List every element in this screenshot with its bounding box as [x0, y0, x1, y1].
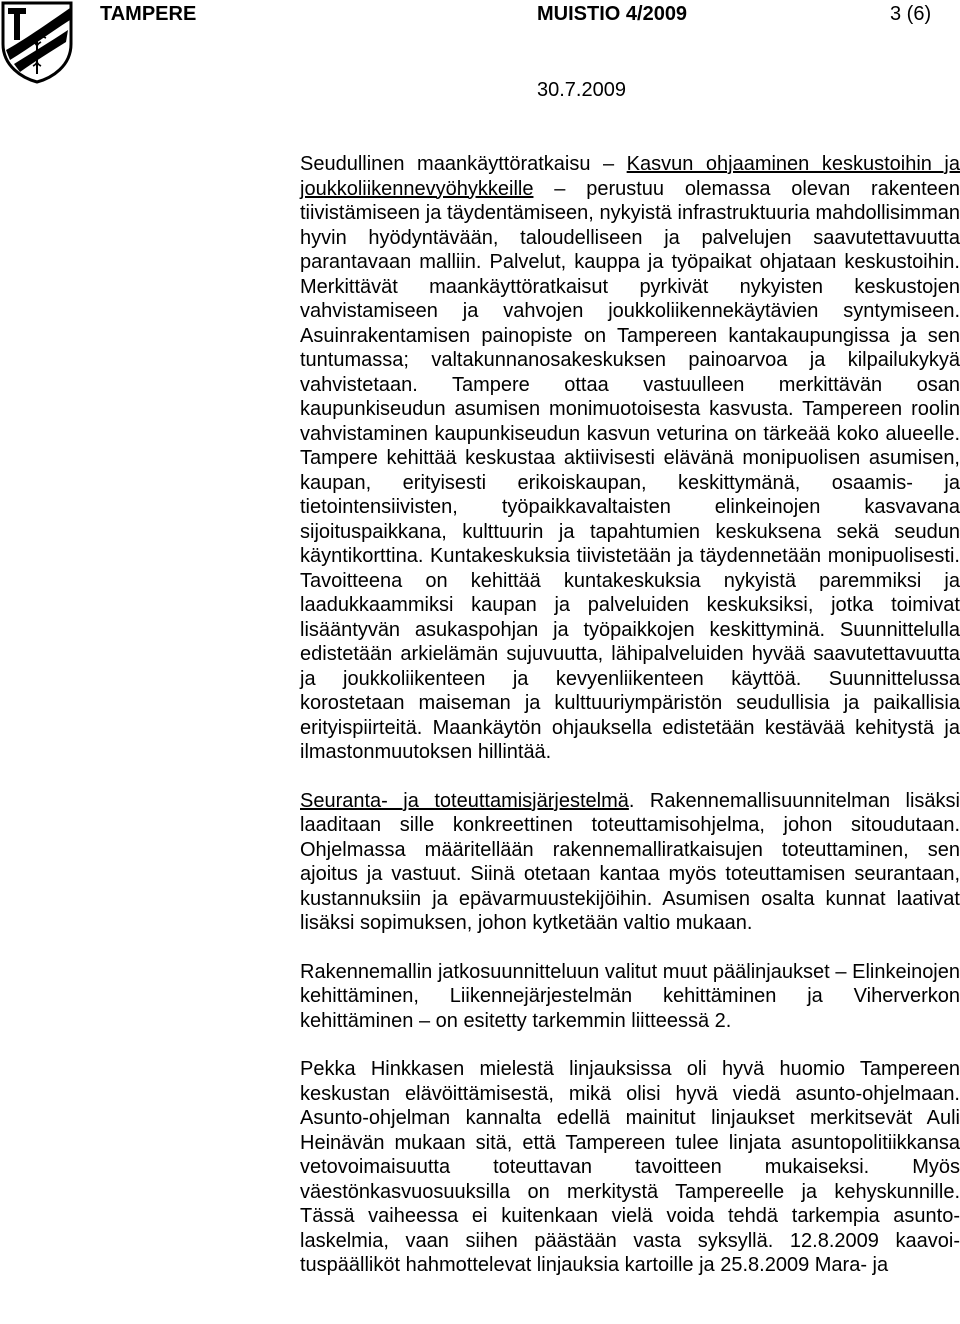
paragraph-text: . Rakennemallisuunnitelman lisäksi laaditaan sille konkreettinen toteuttamisohjelma, johon sitoudutaan. Ohjelmassa määritellään rakennemalliratkaisujen toteuttaminen, sen ajoitus ja vastuut. Siinä otetaan kantaa myös toteuttamisen seurantaan, kustannuksiin ja epävarmuustekijöihin. Asumisen osalta kunnat laativat lisäksi sopimuksen, johon kytketään valtio mukaan.	[300, 789, 960, 934]
paragraph-land-use	[300, 152, 960, 765]
memo-body	[300, 152, 960, 1302]
header-page-number: 3 (6)	[890, 3, 932, 25]
paragraph-text: Pekka Hinkkasen mielestä linjauksissa oli hyvä huomio Tampereen keskustan elävöittämisestä, mikä olisi hyvä viedä asunto-ohjelmaan. Asunto-ohjelman kannalta edellä mainitut linjaukset merkitsevät Auli Heinävän mukaan sitä, että Tampereen tulee linjata asuntopolitiikkansa vetovoimaisuutta toteuttavan tavoitteen mukaiseksi. Myös väestönkasvuosuuksilla on merkitystä Tampereelle ja kehyskunnille. Tässä vaiheessa ei kuitenkaan vielä voida tehdä tarkempia asuntolaskelmia, vaan siihen päästään vasta syksyllä. 12.8.2009 kaavoituspäälliköt hahmottelevat linjauksia kartoille ja 25.8.2009 Mara- ja	[300, 1058, 960, 1276]
paragraph-monitoring	[300, 789, 960, 936]
header-city: TAMPERE	[100, 3, 197, 25]
underlined-heading: Kasvun ohjaaminen keskustoihin ja joukkoliikennevyöhykkeille	[300, 153, 960, 200]
header-memo-number: MUISTIO 4/2009	[537, 3, 688, 25]
header-date: 30.7.2009	[537, 79, 626, 101]
paragraph-text: – perustuu olemassa olevan rakenteen tiivistämiseen ja täydentämiseen, nykyistä infrastruktuuria mahdollisimman hyvin hyödyntävään, taloudelliseen ja palvelujen saavutettavuutta parantavaan malliin. Palvelut, kauppa ja työpaikat ohjataan keskustoihin. Merkittävät maankäyttöratkaisut pyrkivät nykyisten keskustojen vahvistamiseen ja vahvojen joukkoliikennekäytävien syntymiseen. Asuinrakentamisen painopiste on Tampereen kantakaupungissa ja sen tuntumassa; valtakunnanosakeskuksen painoarvoa ja kilpailukykyä vahvistetaan. Tampere ottaa vastuulleen merkittävän osan kaupunkiseudun asumisen monimuotoisesta kasvusta. Tampereen roolin vahvistaminen kaupunkiseudun kasvun veturina on tärkeää koko alueelle. Tampere kehittää keskustaa aktiivisesti elävänä monipuolisen asumisen, kaupan, erityisesti erikoiskaupan, keskittymänä, osaamis- ja tietointensiivisten, työpaikkavaltaisten elinkeinojen kasvavana sijoituspaikkana, kulttuurin ja tapahtumien keskuksena sekä seudun käyntikorttina. Kuntakeskuksia tiivistetään ja täydennetään monipuolisesti. Tavoitteena on kehittää kuntakeskuksia nykyistä paremmiksi ja laadukkaammiksi kaupan ja palveluiden keskuksiksi, jotka toimivat lisääntyvän asukaspohjan ja työpaikkojen keskittyminä. Suunnittelulla edistetään arkielämän sujuvuutta, lähipalveluiden hyvää saavutettavuutta ja joukkoliikenteen ja kevyenliikenteen käyttöä. Suunnittelussa korostetaan maiseman ja kulttuuriympäristön seudullisia ja paikallisia erityispiirteitä. Maankäytön ohjauksella edistetään kestävää kehitystä ja ilmastonmuutoksen hillintää.	[300, 177, 960, 763]
paragraph-text: Rakennemallin jatkosuunnitteluun valitut muut päälinjaukset – Elinkeinojen kehittäminen, Liikennejärjestelmän kehittäminen ja Viherverkon kehittäminen – on esitetty tarkemmin liitteessä 2.	[300, 960, 960, 1032]
underlined-heading: Seuranta- ja toteuttamisjärjestelmä	[300, 789, 629, 812]
tampere-coat-of-arms-icon	[0, 0, 74, 84]
paragraph-text: Seudullinen maankäyttöratkaisu –	[300, 153, 627, 175]
paragraph-discussion	[300, 1057, 960, 1278]
paragraph-other-policies	[300, 960, 960, 1034]
